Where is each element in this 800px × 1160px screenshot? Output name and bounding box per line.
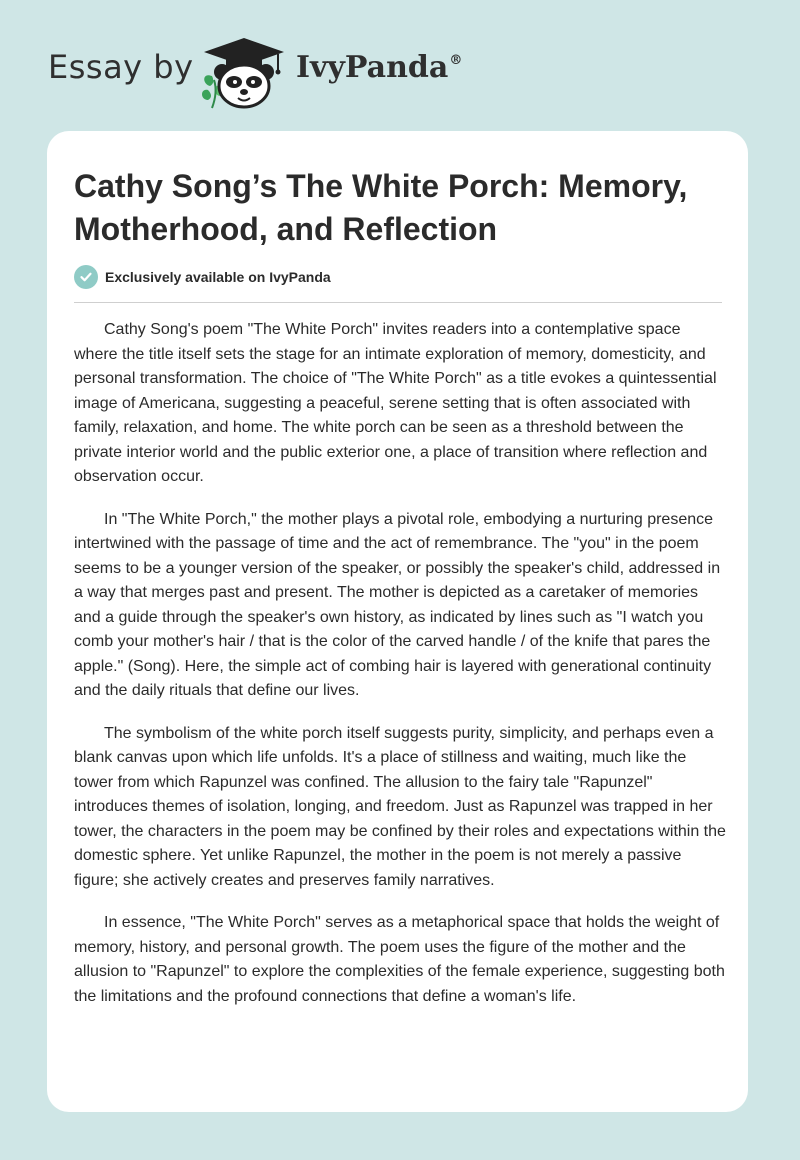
site-header [0, 0, 800, 130]
essay-card [47, 131, 748, 1112]
paragraph: In "The White Porch," the mother plays a pivotal role, embodying a nurturing presence intertwined with the passage of time and the act of remembrance. The "you" in the poem seems to be a younger version of the speaker, or possibly the speaker's child, addressed in a way that merges past and present. The mother is depicted as a caretaker of memories and a guide through the speaker's own history, as indicated by lines such as "I watch you comb your mother's hair / that is the color of the carved handle / of the knife that pares the apple." (Song). Here, the simple act of combing hair is layered with generational continuity and the daily rituals that define our lives. [74, 510, 721, 699]
check-circle-icon [74, 265, 98, 289]
paragraph: In essence, "The White Porch" serves as a metaphorical space that holds the weight of memory, history, and personal growth. The poem uses the figure of the mother and the allusion to "Rapunzel" to explore the complexities of the female experience, suggesting both the limitations and the profound connections that define a woman's life. [74, 914, 725, 1005]
ivypanda-logo-text[interactable]: IvyPanda® [296, 50, 463, 85]
page-title: Cathy Song’s The White Porch: Memory, Motherhood, and Reflection [74, 168, 688, 247]
essay-body [74, 318, 726, 1027]
exclusive-badge [74, 265, 331, 289]
essay-by-label: Essay by [48, 48, 194, 86]
divider [74, 302, 722, 303]
paragraph: The symbolism of the white porch itself suggests purity, simplicity, and perhaps even a blank canvas upon which life unfolds. It's a place of stillness and waiting, much like the tower from which Rapunzel was confined. The allusion to the fairy tale "Rapunzel" introduces themes of isolation, longing, and freedom. Just as Rapunzel was trapped in her tower, the characters in the poem may be confined by their roles and expectations within the domestic sphere. Yet unlike Rapunzel, the mother in the poem is not merely a passive figure; she actively creates and preserves family narratives. [74, 724, 726, 889]
panda-graduate-icon[interactable] [198, 36, 290, 110]
paragraph: Cathy Song's poem "The White Porch" invites readers into a contemplative space where the title itself sets the stage for an intimate exploration of memory, domesticity, and personal transformation. The choice of "The White Porch" as a title evokes a quintessential image of Americana, suggesting a peaceful, serene setting that is often associated with family, relaxation, and home. The white porch can be seen as a threshold between the private interior world and the public exterior one, a place of transition where reflection and observation occur. [74, 321, 717, 485]
exclusive-label: Exclusively available on IvyPanda [105, 269, 331, 285]
